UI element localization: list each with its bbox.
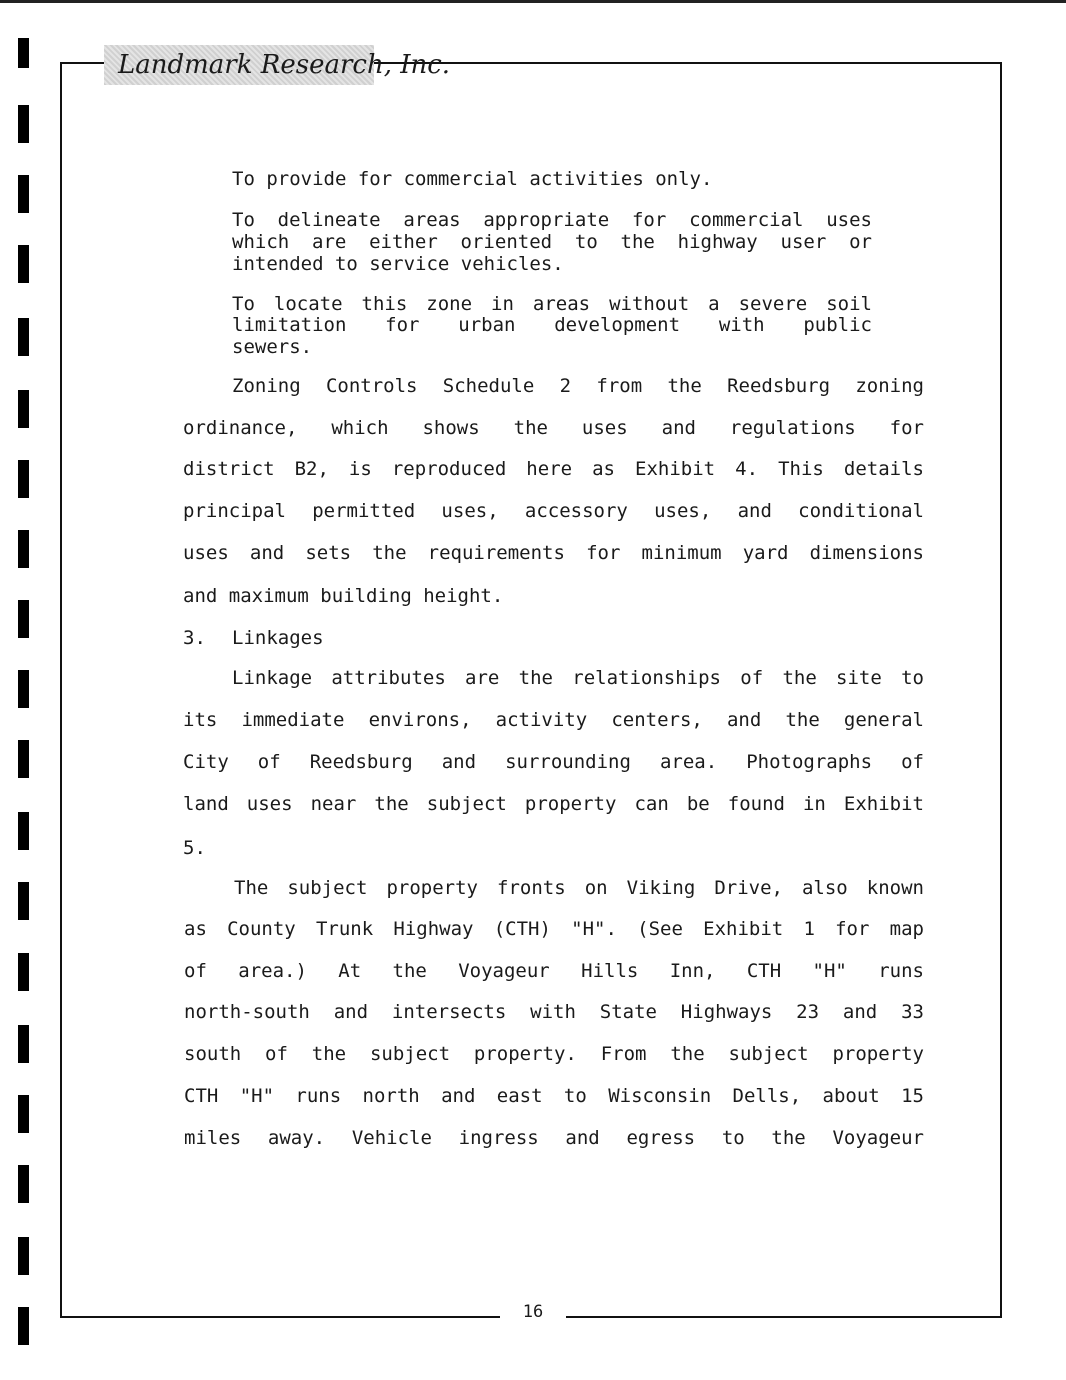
binding-mark [18, 390, 29, 428]
binding-mark [18, 740, 29, 778]
binding-mark [18, 1025, 29, 1063]
body-line: miles away. Vehicle ingress and egress to the Voyageur [184, 1127, 924, 1149]
binding-mark [18, 1237, 29, 1275]
page-number: 16 [522, 1302, 544, 1322]
binding-mark [18, 670, 29, 708]
body-line: Linkage attributes are the relationships of the site to [232, 667, 924, 689]
body-line: as County Trunk Highway (CTH) "H". (See Exhibit 1 for map [184, 918, 924, 940]
binding-mark [18, 105, 29, 143]
objective-line: which are either oriented to the highway user or [232, 231, 872, 253]
objective-line: intended to service vehicles. [232, 253, 564, 275]
section-title: Linkages [232, 627, 324, 649]
objective-line: To locate this zone in areas without a severe soil [232, 293, 872, 315]
body-line: district B2, is reproduced here as Exhibit 4. This details [183, 458, 924, 480]
binding-mark [18, 600, 29, 638]
company-letterhead: Landmark Research, Inc. [118, 50, 451, 80]
body-line: of area.) At the Voyageur Hills Inn, CTH "H" runs [184, 960, 924, 982]
binding-mark [18, 175, 29, 213]
objective-line: limitation for urban development with public [232, 314, 872, 336]
binding-mark [18, 1307, 29, 1345]
binding-mark [18, 38, 29, 68]
body-line: north-south and intersects with State Highways 23 and 33 [184, 1001, 924, 1023]
binding-mark [18, 1165, 29, 1203]
body-line: south of the subject property. From the subject property [184, 1043, 924, 1065]
body-line: ordinance, which shows the uses and regulations for [183, 417, 924, 439]
body-line: uses and sets the requirements for minimum yard dimensions [183, 542, 924, 564]
binding-mark [18, 530, 29, 568]
body-line: Zoning Controls Schedule 2 from the Reedsburg zoning [232, 375, 924, 397]
page-top-edge [0, 0, 1066, 3]
body-line: principal permitted uses, accessory uses, and conditional [183, 500, 924, 522]
body-line: CTH "H" runs north and east to Wisconsin Dells, about 15 [184, 1085, 924, 1107]
binding-mark [18, 460, 29, 498]
objective-line: To provide for commercial activities only. [232, 168, 713, 190]
binding-mark [18, 882, 29, 920]
body-line: its immediate environs, activity centers, and the general [183, 709, 924, 731]
body-line: and maximum building height. [183, 585, 504, 607]
body-line: 5. [183, 837, 206, 859]
binding-mark [18, 245, 29, 283]
body-line: City of Reedsburg and surrounding area. Photographs of [183, 751, 924, 773]
binding-mark [18, 318, 29, 356]
objective-line: To delineate areas appropriate for commercial uses [232, 209, 872, 231]
binding-mark [18, 1095, 29, 1133]
body-line: The subject property fronts on Viking Drive, also known [234, 877, 924, 899]
binding-mark [18, 812, 29, 850]
binding-mark [18, 953, 29, 991]
body-line: land uses near the subject property can be found in Exhibit [183, 793, 924, 815]
objective-line: sewers. [232, 336, 313, 358]
section-number: 3. [183, 627, 206, 649]
